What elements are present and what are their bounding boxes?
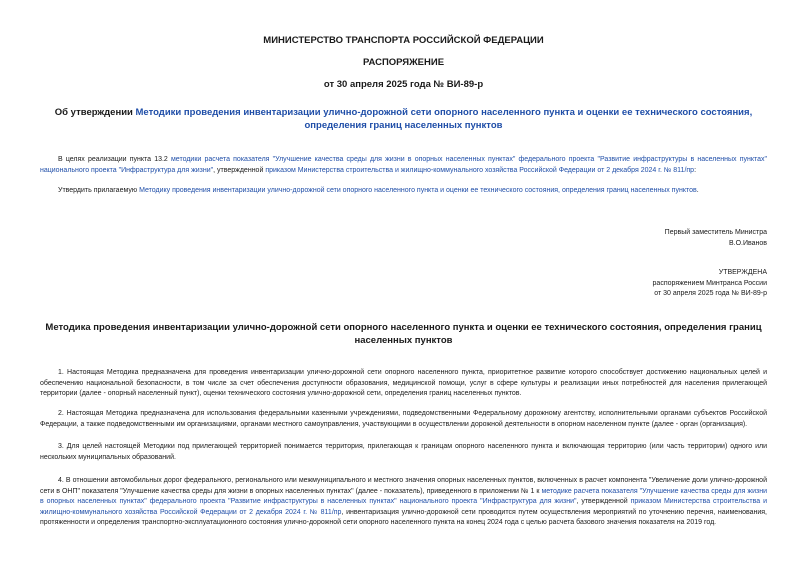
approve-methodology-link[interactable]: Методику проведения инвентаризации улично-дорожной сети опорного населенного пункта и оценки ее технического состояния, определения границ населенных пунктов — [139, 187, 697, 194]
signature-position: Первый заместитель Министра — [664, 229, 767, 236]
document-date-number: от 30 апреля 2025 года № ВИ-89-р — [323, 79, 484, 90]
methodology-title: Методика проведения инвентаризации улично-дорожной сети опорного населенного пункта и оценки ее технического состояния, определения границ населенных пунктов — [45, 322, 762, 346]
item-4-order-link[interactable]: приказом Министерства строительства и жилищно-коммунального хозяйства Российской Федерации от 2 декабря 2024 г. № 811/пр — [40, 498, 767, 516]
approved-date: от 30 апреля 2025 года № ВИ-89-р — [654, 290, 767, 298]
item-4-text-1: 4. В отношении автомобильных дорог федерального, регионального или межмуниципального и местного значения опорных населенных пунктов, включенных в расчет компонента "Увеличение доли улично-дорожной сети в ОНП" показателя "Улучшение качества среды для жизни в опорных населенных пунктах" (далее - показатель), приведенного в приложении № 1 к — [40, 477, 767, 495]
item-1-text: 1. Настоящая Методика предназначена для проведения инвентаризации улично-дорожной сети опорного населенного пункта, приоритетное развитие которого способствует достижению национальных целей и обеспечению национальной безопасности, в том числе за счет обеспечения доступности образования, медицинской помощи, услуг в сфере культуры и реализации иных потребностей для населения прилегающей территории (далее - опорный населенный пункт), оценки технического состояния улично-дорожной сети, определения границ населенных пунктов. — [40, 369, 767, 398]
item-4-text-2: , утвержденной — [576, 498, 631, 506]
signature-block — [665, 228, 767, 249]
approved-word: УТВЕРЖДЕНА — [718, 269, 767, 276]
item-2-text: 2. Настоящая Методика предназначена для использования федеральными казенными учреждениями, подведомственными Федеральному дорожному агентству, исполнительными органами субъектов Российской Федерации, а также подведомственными им организациями, органами местного самоуправления, участвующими в осуществлении дорожной деятельности в опорном населенном пункте (далее - орган (организация). — [40, 410, 767, 428]
preamble-text-1: В целях реализации пункта 13.2 — [58, 156, 171, 163]
approve-text-1: Утвердить прилагаемую — [58, 187, 140, 194]
preamble-text-3: : — [694, 166, 697, 174]
item-4-paragraph — [40, 476, 767, 529]
document-type: РАСПОРЯЖЕНИЕ — [362, 57, 445, 68]
item-4-methodology-link[interactable]: методике расчета показателя "Улучшение качества среды для жизни в опорных населенных пунктах" федерального проекта "Развитие инфраструктуры в населенных пунктах" национального проекта "Инфраструктура для жизни" — [40, 487, 767, 506]
approve-text-2: . — [696, 187, 699, 194]
approved-block — [653, 268, 767, 300]
preamble-methodology-link[interactable]: методики расчета показателя "Улучшение качества среды для жизни в опорных населенных пунктах" федерального проекта "Развитие инфраструктуры в населенных пунктах" национального проекта "Инфраструктура для жизни" — [40, 156, 767, 174]
preamble-order-link[interactable]: приказом Министерства строительства и жилищно-коммунального хозяйства Российской Федерации от 2 декабря 2024 г. № 811/пр — [265, 166, 695, 174]
preamble-text-2: , утвержденной — [213, 166, 266, 174]
ministry-heading: МИНИСТЕРСТВО ТРАНСПОРТА РОССИЙСКОЙ ФЕДЕРАЦИИ — [263, 35, 544, 46]
document-title — [30, 106, 777, 132]
item-2-paragraph — [40, 409, 767, 430]
approve-paragraph — [40, 186, 767, 197]
title-prefix: Об утверждении — [54, 107, 136, 118]
title-methodology-link[interactable]: Методики проведения инвентаризации улично-дорожной сети опорного населенного пункта и оценки ее технического состояния, определения границ населенных пунктов — [135, 107, 753, 131]
item-3-paragraph — [40, 442, 767, 463]
preamble-paragraph — [40, 155, 767, 176]
signature-name: В.О.Иванов — [728, 239, 767, 247]
item-3-text: 3. Для целей настоящей Методики под прилегающей территорией понимается территория, прилегающая к границам опорного населенного пункта и включающая территорию (или часть территории) одного или нескольких муниципальных образований. — [40, 443, 767, 461]
item-4-text-3: , инвентаризация улично-дорожной сети проводится путем осуществления мероприятий по уточнению перечня, наименования, протяженности и определения транспортно-эксплуатационного состояния улично-дорожной сети опорного населенного пункта на конец 2024 года с целью расчета базового значения показателя на 2019 год. — [40, 508, 768, 527]
item-1-paragraph — [40, 368, 767, 400]
approved-by: распоряжением Минтранса России — [652, 279, 767, 287]
